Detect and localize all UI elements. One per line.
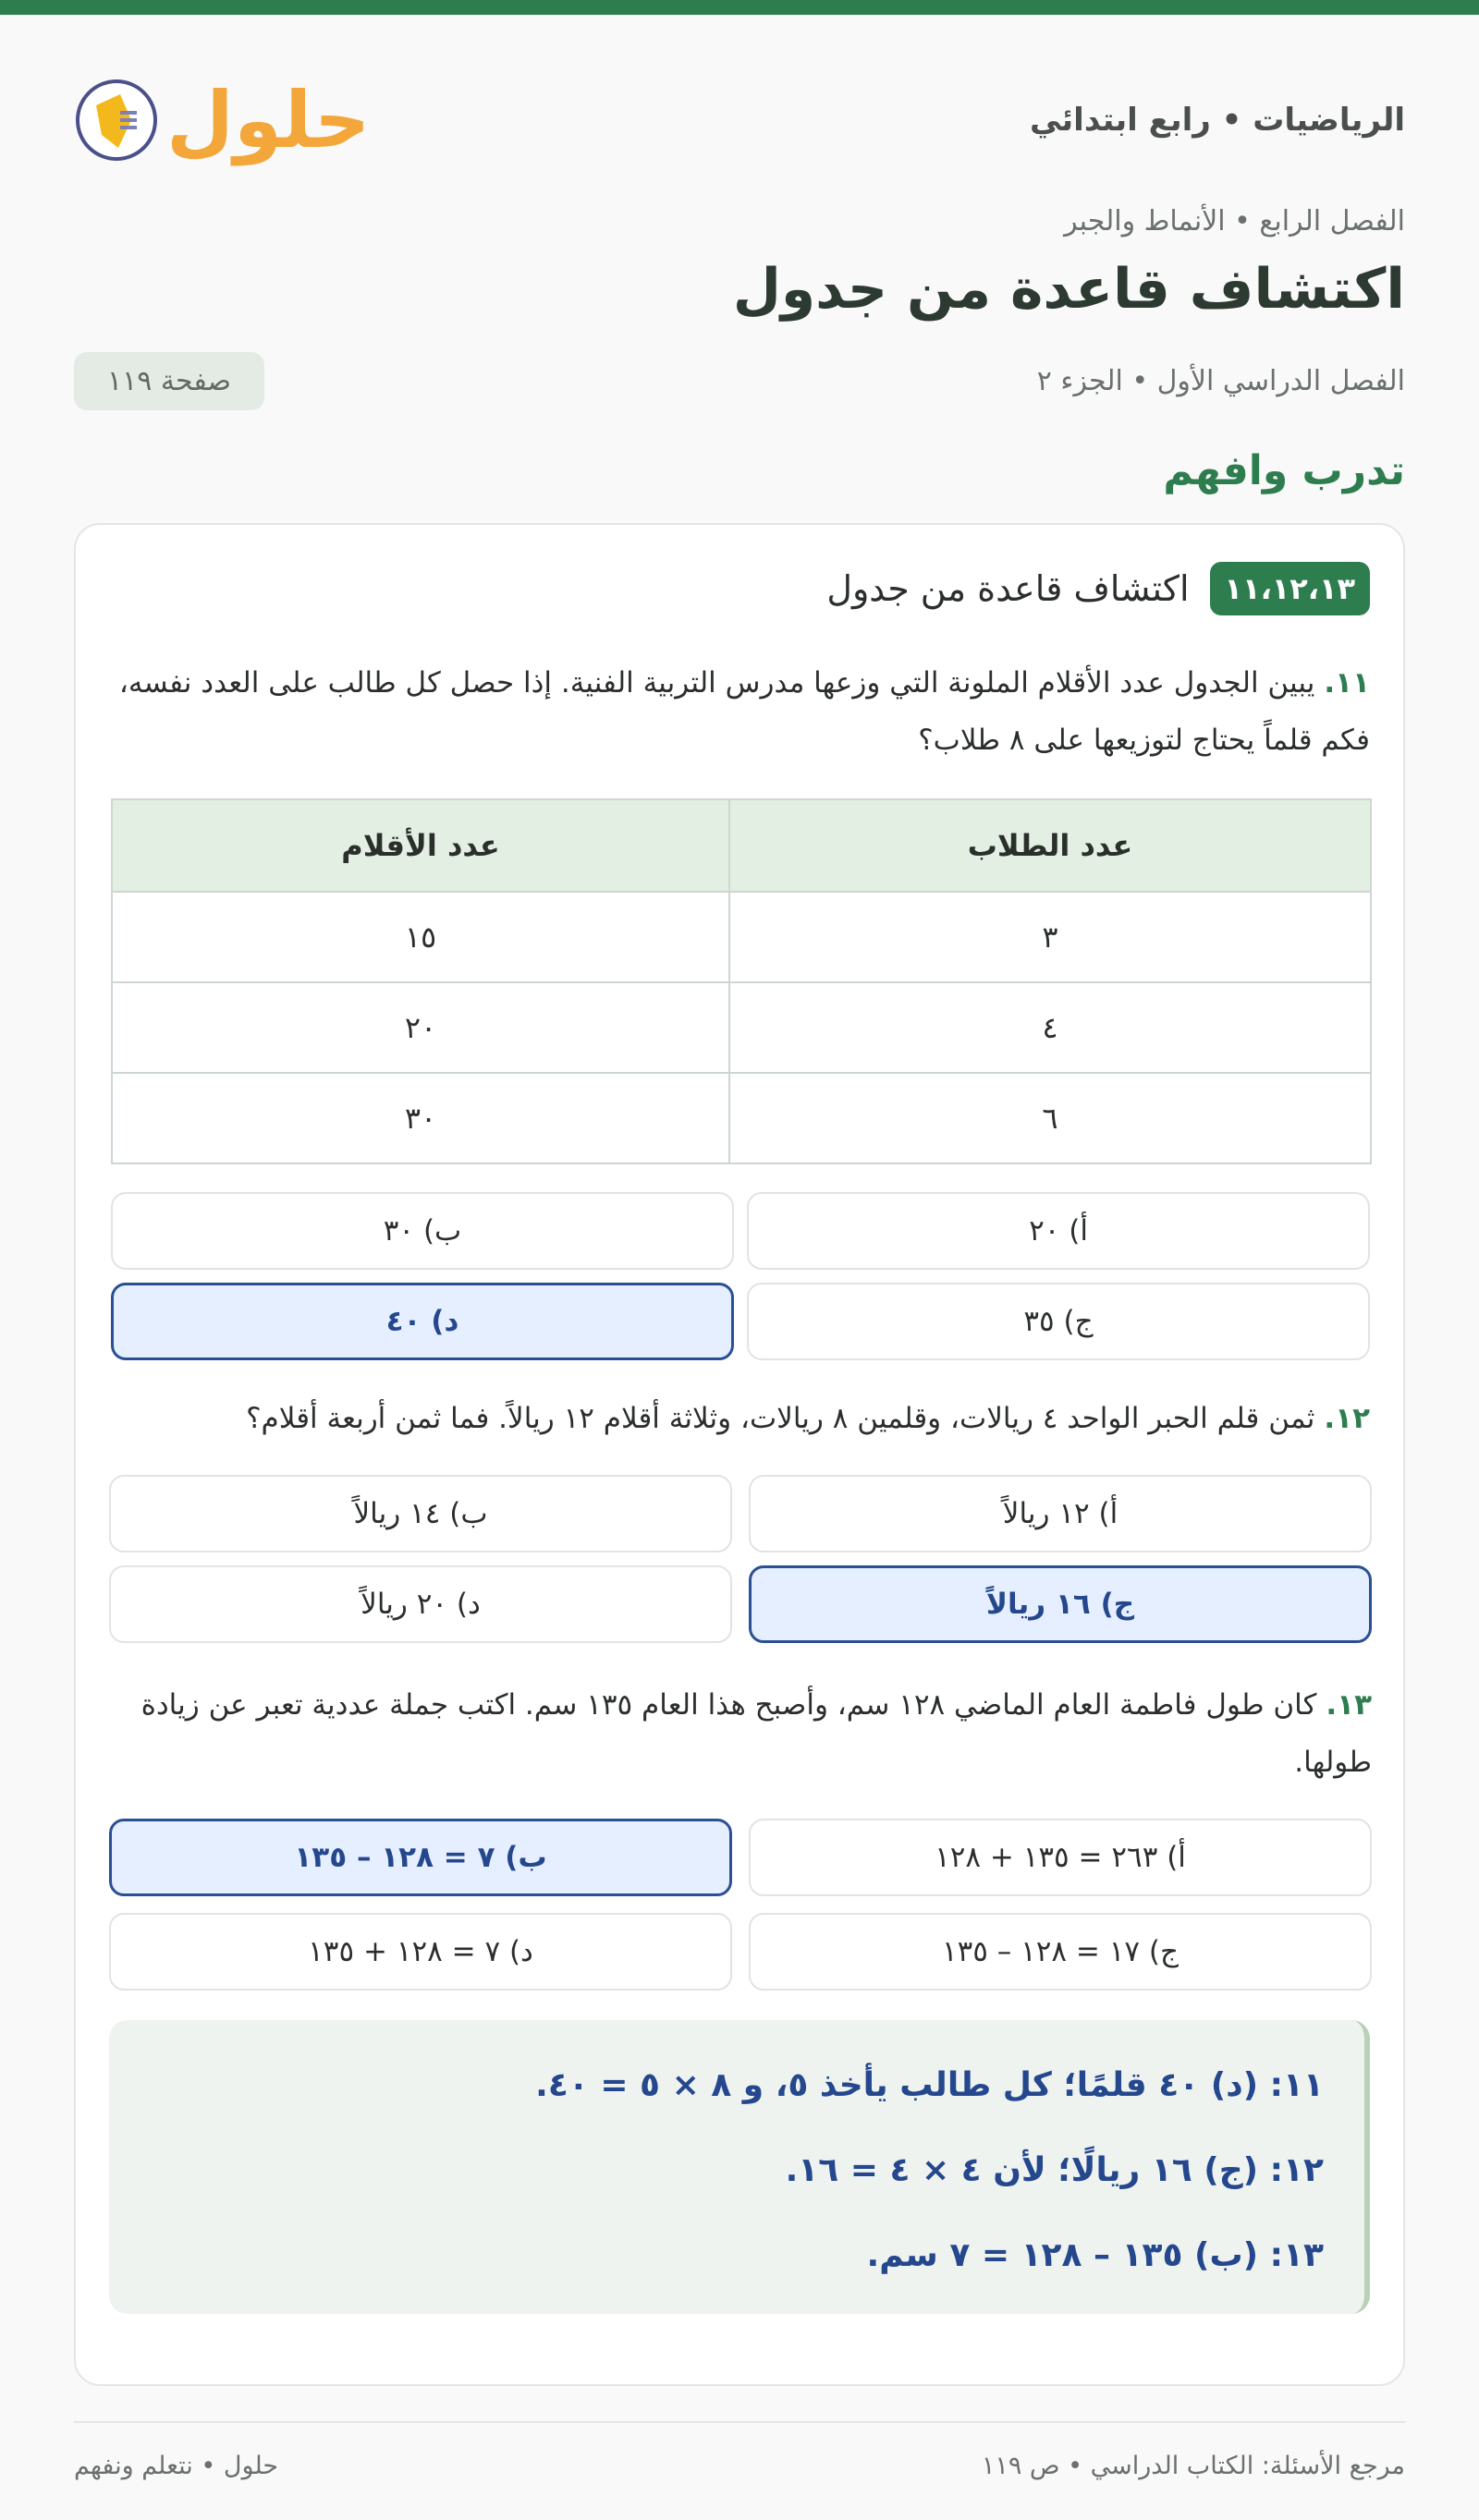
table-cell: ٢٠ <box>112 982 729 1073</box>
option-a[interactable]: أ) ١٢ ريالاً <box>749 1475 1372 1552</box>
footer-divider <box>74 2421 1405 2423</box>
question-number: ١٣. <box>1326 1688 1372 1722</box>
logo-emblem-icon <box>74 78 159 163</box>
table-row <box>112 982 1371 1073</box>
question-text: كان طول فاطمة العام الماضي ١٢٨ سم، وأصبح هذا العام ١٣٥ سم. اكتب جملة عددية تعبر عن زيادة طولها. <box>141 1688 1372 1779</box>
subject-label: الرياضيات • رابع ابتدائي <box>1030 102 1405 139</box>
question-11 <box>105 654 1370 769</box>
option-a[interactable]: أ) ٢٦٣ = ١٣٥ + ١٢٨ <box>749 1819 1372 1896</box>
question-text: يبين الجدول عدد الأقلام الملونة التي وزعها مدرس التربية الفنية. إذا حصل كل طالب على العدد نفسه، فكم قلماً يحتاج لتوزيعها على ٨ طلاب؟ <box>118 666 1370 757</box>
page-badge: صفحة ١١٩ <box>74 352 264 410</box>
answer-12: ١٢: (ج) ١٦ ريالًا؛ لأن ٤ × ٤ = ١٦. <box>785 2151 1324 2189</box>
data-table <box>111 798 1372 1164</box>
option-d[interactable]: د) ٧ = ١٢٨ + ١٣٥ <box>109 1913 732 1990</box>
option-d[interactable]: د) ٢٠ ريالاً <box>109 1565 732 1643</box>
option-c[interactable]: ج) ١٧ = ١٢٨ – ١٣٥ <box>749 1913 1372 1990</box>
top-accent-bar <box>0 0 1479 15</box>
logo <box>74 75 371 165</box>
table-cell: ٤ <box>729 982 1371 1073</box>
option-c[interactable]: ج) ٣٥ <box>747 1283 1370 1360</box>
table-cell: ٦ <box>729 1073 1371 1163</box>
option-b-selected[interactable]: ب) ٧ = ١٢٨ – ١٣٥ <box>109 1819 732 1896</box>
section-title: تدرب وافهم <box>1163 447 1405 494</box>
table-row <box>112 892 1371 982</box>
card-title: اكتشاف قاعدة من جدول <box>826 568 1190 609</box>
question-13 <box>107 1676 1372 1791</box>
page-title: اكتشاف قاعدة من جدول <box>732 257 1405 322</box>
page-header <box>74 55 1405 185</box>
page-footer <box>74 2447 1405 2484</box>
card-header <box>826 562 1370 615</box>
question-number: ١١. <box>1324 666 1370 700</box>
logo-wordmark: حلول <box>166 75 371 165</box>
question-range-badge: ١١،١٢،١٣ <box>1210 562 1371 615</box>
table-row <box>112 1073 1371 1163</box>
option-b[interactable]: ب) ١٤ ريالاً <box>109 1475 732 1552</box>
table-header-cell: عدد الطلاب <box>729 799 1371 892</box>
option-d-selected[interactable]: د) ٤٠ <box>111 1283 734 1360</box>
term-label: الفصل الدراسي الأول • الجزء ٢ <box>1036 364 1405 397</box>
table-cell: ٣ <box>729 892 1371 982</box>
question-text: ثمن قلم الحبر الواحد ٤ ريالات، وقلمين ٨ ريالات، وثلاثة أقلام ١٢ ريالاً. فما ثمن أربعة أقلام؟ <box>246 1402 1315 1435</box>
answers-box <box>109 2020 1370 2314</box>
question-number: ١٢. <box>1324 1402 1370 1435</box>
answer-13: ١٣: (ب) ١٣٥ – ١٢٨ = ٧ سم. <box>866 2236 1324 2274</box>
table-header-cell: عدد الأقلام <box>112 799 729 892</box>
option-a[interactable]: أ) ٢٠ <box>747 1192 1370 1270</box>
footer-brand: حلول • نتعلم ونفهم <box>74 2451 279 2480</box>
chapter-label: الفصل الرابع • الأنماط والجبر <box>1064 205 1405 237</box>
table-cell: ٣٠ <box>112 1073 729 1163</box>
footer-reference: مرجع الأسئلة: الكتاب الدراسي • ص ١١٩ <box>981 2451 1405 2480</box>
lesson-meta-row <box>74 347 1405 414</box>
table-header-row <box>112 799 1371 892</box>
option-c-selected[interactable]: ج) ١٦ ريالاً <box>749 1565 1372 1643</box>
option-b[interactable]: ب) ٣٠ <box>111 1192 734 1270</box>
table-cell: ١٥ <box>112 892 729 982</box>
question-12 <box>105 1390 1370 1447</box>
answer-11: ١١: (د) ٤٠ قلمًا؛ كل طالب يأخذ ٥، و ٨ × ٥ = ٤٠. <box>535 2066 1324 2104</box>
